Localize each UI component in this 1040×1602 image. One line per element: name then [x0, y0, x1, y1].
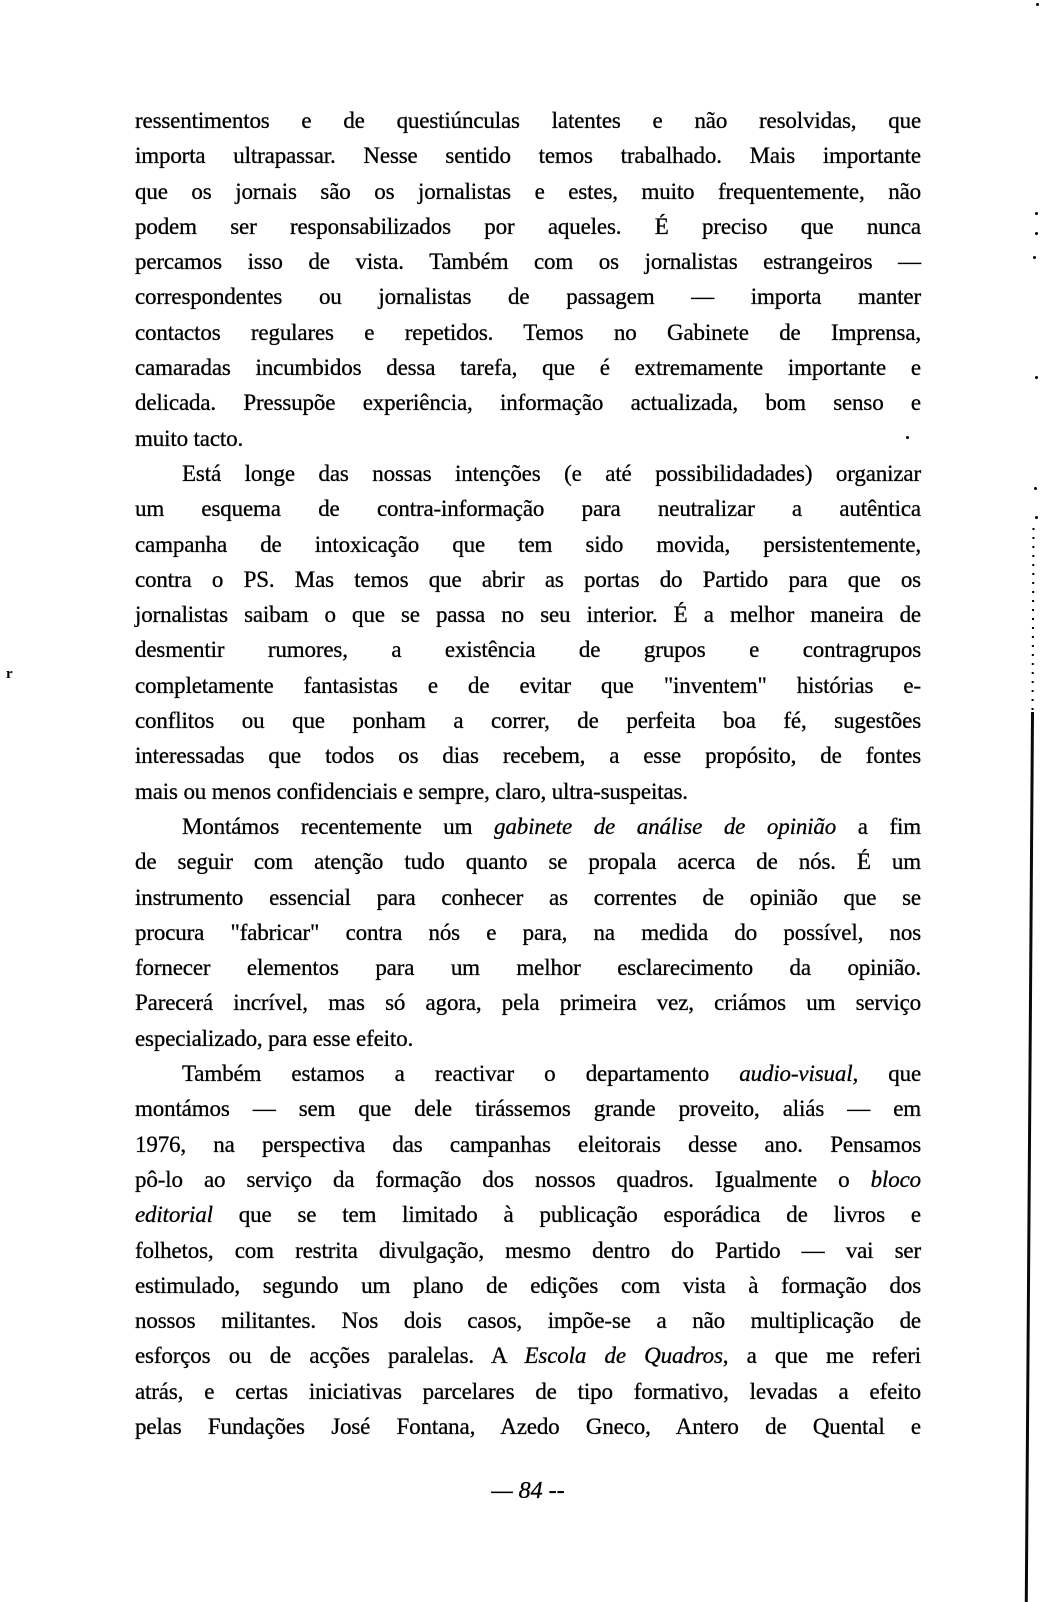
- text-line: completamente fantasistas e de evitar que "inventem" histórias e-: [135, 672, 921, 698]
- text-line: Está longe das nossas intenções (e até possibilidadades) organizar: [182, 460, 921, 486]
- ink-speck: [1035, 376, 1038, 379]
- text-line: esforços ou de acções paralelas. A Escola de Quadros, a que me referi: [135, 1343, 921, 1369]
- text-line: importa ultrapassar. Nesse sentido temos trabalhado. Mais importante: [135, 143, 921, 169]
- text-line: 1976, na perspectiva das campanhas eleitorais desse ano. Pensamos: [135, 1131, 921, 1157]
- text-line: correspondentes ou jornalistas de passagem — importa manter: [135, 284, 921, 310]
- ink-speck: [1034, 487, 1037, 490]
- text-line: podem ser responsabilizados por aqueles. É preciso que nunca: [135, 213, 921, 239]
- text-line: camaradas incumbidos dessa tarefa, que é extremamente importante e: [135, 355, 921, 381]
- text-line: ressentimentos e de questiúnculas latentes e não resolvidas, que: [135, 108, 921, 133]
- ink-speck: [1035, 516, 1038, 519]
- text-line: desmentir rumores, a existência de grupos e contragrupos: [135, 637, 921, 663]
- margin-ink-mark: r: [6, 666, 13, 682]
- text-line: procura "fabricar" contra nós e para, na medida do possível, nos: [135, 919, 921, 945]
- ink-speck: [1036, 3, 1039, 6]
- text-line: campanha de intoxicação que tem sido movida, persistentemente,: [135, 531, 921, 557]
- text-line: conflitos ou que ponham a correr, de perfeita boa fé, sugestões: [135, 708, 921, 734]
- ink-speck: [906, 436, 909, 439]
- scan-edge-solid-line: [1025, 712, 1034, 1602]
- text-line: folhetos, com restrita divulgação, mesmo dentro do Partido — vai ser: [135, 1237, 921, 1263]
- text-line: estimulado, segundo um plano de edições com vista à formação dos: [135, 1272, 921, 1298]
- ink-speck: [1035, 212, 1038, 215]
- ink-speck: [1033, 256, 1036, 259]
- ink-speck: [1035, 232, 1038, 235]
- text-block: [135, 103, 921, 1444]
- text-line: nossos militantes. Nos dois casos, impõe-se a não multiplicação de: [135, 1308, 921, 1334]
- text-line: percamos isso de vista. Também com os jornalistas estrangeiros —: [135, 249, 921, 275]
- scan-edge-dotted-line: [1032, 528, 1035, 714]
- text-line: especializado, para esse efeito.: [135, 1025, 414, 1051]
- text-line: interessadas que todos os dias recebem, a esse propósito, de fontes: [135, 743, 921, 769]
- text-line: atrás, e certas iniciativas parcelares de tipo formativo, levadas a efeito: [135, 1378, 921, 1404]
- text-line: contactos regulares e repetidos. Temos no Gabinete de Imprensa,: [135, 319, 921, 345]
- text-line: mais ou menos confidenciais e sempre, claro, ultra-suspeitas.: [135, 778, 688, 804]
- text-line: editorial que se tem limitado à publicação esporádica de livros e: [135, 1202, 921, 1228]
- text-line: pelas Fundações José Fontana, Azedo Gneco, Antero de Quental e: [135, 1413, 921, 1439]
- text-line: Também estamos a reactivar o departamento audio-visual, que: [182, 1061, 922, 1087]
- text-line: Montámos recentemente um gabinete de análise de opinião a fim: [182, 813, 921, 839]
- text-line: instrumento essencial para conhecer as correntes de opinião que se: [135, 884, 921, 910]
- page-number: — 84 --: [491, 1478, 565, 1504]
- text-line: pô-lo ao serviço da formação dos nossos quadros. Igualmente o bloco: [135, 1166, 921, 1192]
- text-line: um esquema de contra-informação para neutralizar a autêntica: [135, 496, 921, 522]
- text-line: muito tacto.: [135, 425, 244, 451]
- text-line: fornecer elementos para um melhor esclarecimento da opinião.: [135, 955, 921, 981]
- text-line: de seguir com atenção tudo quanto se propala acerca de nós. É um: [135, 849, 921, 875]
- text-line: montámos — sem que dele tirássemos grande proveito, aliás — em: [135, 1096, 921, 1122]
- text-line: jornalistas saibam o que se passa no seu interior. É a melhor maneira de: [135, 602, 921, 628]
- text-line: que os jornais são os jornalistas e estes, muito frequentemente, não: [135, 178, 921, 204]
- text-line: contra o PS. Mas temos que abrir as portas do Partido para que os: [135, 566, 921, 592]
- text-line: Parecerá incrível, mas só agora, pela primeira vez, criámos um serviço: [135, 990, 921, 1016]
- text-line: delicada. Pressupõe experiência, informação actualizada, bom senso e: [135, 390, 921, 416]
